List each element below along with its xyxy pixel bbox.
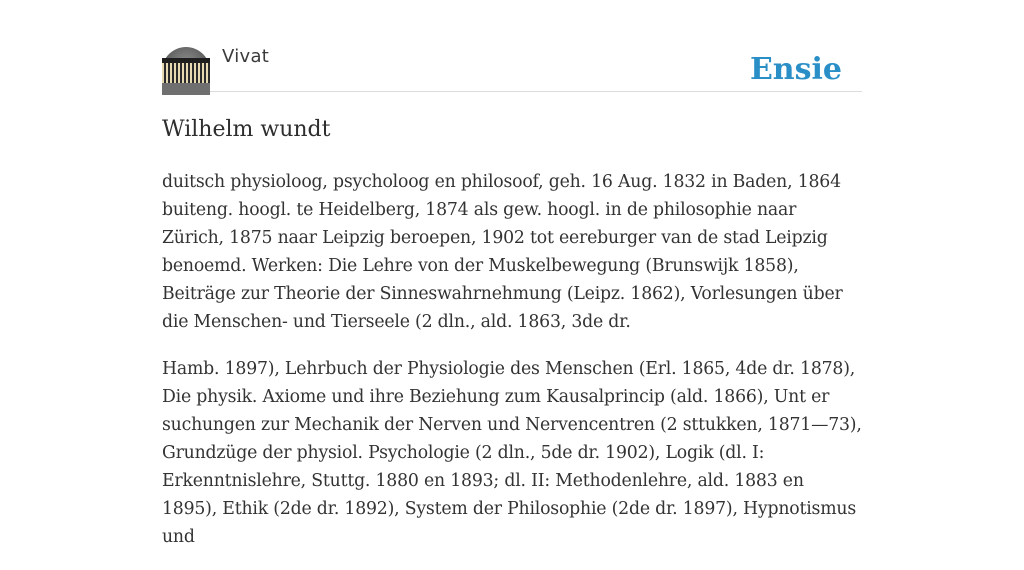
entry-page	[162, 0, 862, 547]
body-paragraph: Hamb. 1897), Lehrbuch der Physiologie des Menschen (Erl. 1865, 4de dr. 1878), Die physik. Axiome und ihre Beziehung zum Kausalprincip (ald. 1866), Unt er suchungen zur Mechanik der Nerven und Nervencentren (2 sttukken, 1871—73), Grundzüge der physiol. Psychologie (2 dln., 5de dr. 1902), Logik (dl. I: Erkenntnislehre, Stuttg. 1880 en 1893; dl. II: Methodenlehre, ald. 1883 en 1895), Ethik (2de dr. 1892), System der Philosophie (2de dr. 1897), Hypnotismus und	[162, 359, 862, 547]
header	[162, 0, 862, 92]
brand-logo[interactable]: Ensie	[749, 52, 842, 87]
entry-body	[162, 168, 862, 570]
body-paragraph: duitsch physioloog, psycholoog en philosoof, geh. 16 Aug. 1832 in Baden, 1864 buiteng. hoogl. te Heidelberg, 1874 als gew. hoogl. in de philosophie naar Zürich, 1875 naar Leipzig beroepen, 1902 tot eereburger van de stad Leipzig benoemd. Werken: Die Lehre von der Muskelbewegung (Brunswijk 1858), Beiträge zur Theorie der Sinneswahrnehmung (Leipz. 1862), Vorlesungen über die Menschen- und Tierseele (2 dln., ald. 1863, 3de dr.	[162, 172, 843, 332]
author-avatar[interactable]	[162, 47, 210, 95]
author-name[interactable]: Vivat	[222, 46, 270, 67]
entry-title: Wilhelm wundt	[162, 117, 331, 142]
